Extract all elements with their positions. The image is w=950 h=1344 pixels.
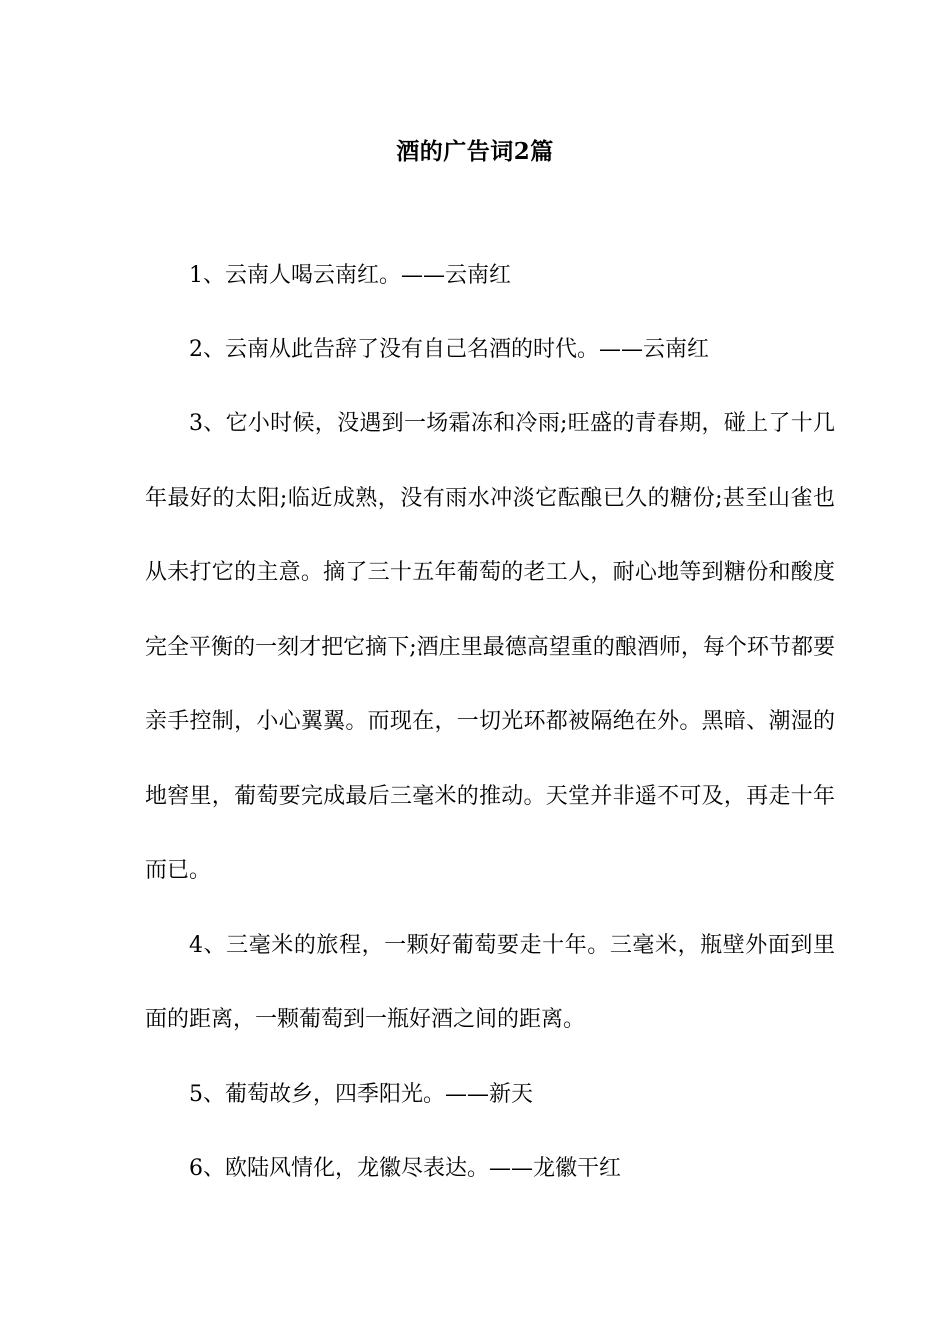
paragraph-6: 6、欧陆风情化，龙徽尽表达。——龙徽干红: [189, 1155, 621, 1181]
paragraph-2: 2、云南从此告辞了没有自己名酒的时代。——云南红: [189, 337, 709, 362]
paragraph-1: 1、云南人喝云南红。——云南红: [189, 263, 511, 288]
document-body: [145, 254, 835, 1221]
document-title: 酒的广告词2篇: [396, 138, 554, 165]
paragraph-5: 5、葡萄故乡，四季阳光。——新天: [189, 1081, 533, 1107]
paragraph-3: 3、它小时候，没遇到一场霜冻和冷雨;旺盛的青春期，碰上了十几年最好的太阳;临近成熟，没有雨水冲淡它酝酿已久的糖份;甚至山雀也从未打它的主意。摘了三十五年葡萄的老工人，耐心地等到糖份和酸度完全平衡的一刻才把它摘下;酒庄里最德高望重的酿酒师，每个环节都要亲手控制，小心翼翼。而现在，一切光环都被隔绝在外。黑暗、潮湿的地窖里，葡萄要完成最后三毫米的推动。天堂并非遥不可及，再走十年而已。: [145, 411, 835, 883]
paragraph-4: 4、三毫米的旅程，一颗好葡萄要走十年。三毫米，瓶壁外面到里面的距离，一颗葡萄到一瓶好酒之间的距离。: [145, 932, 835, 1032]
